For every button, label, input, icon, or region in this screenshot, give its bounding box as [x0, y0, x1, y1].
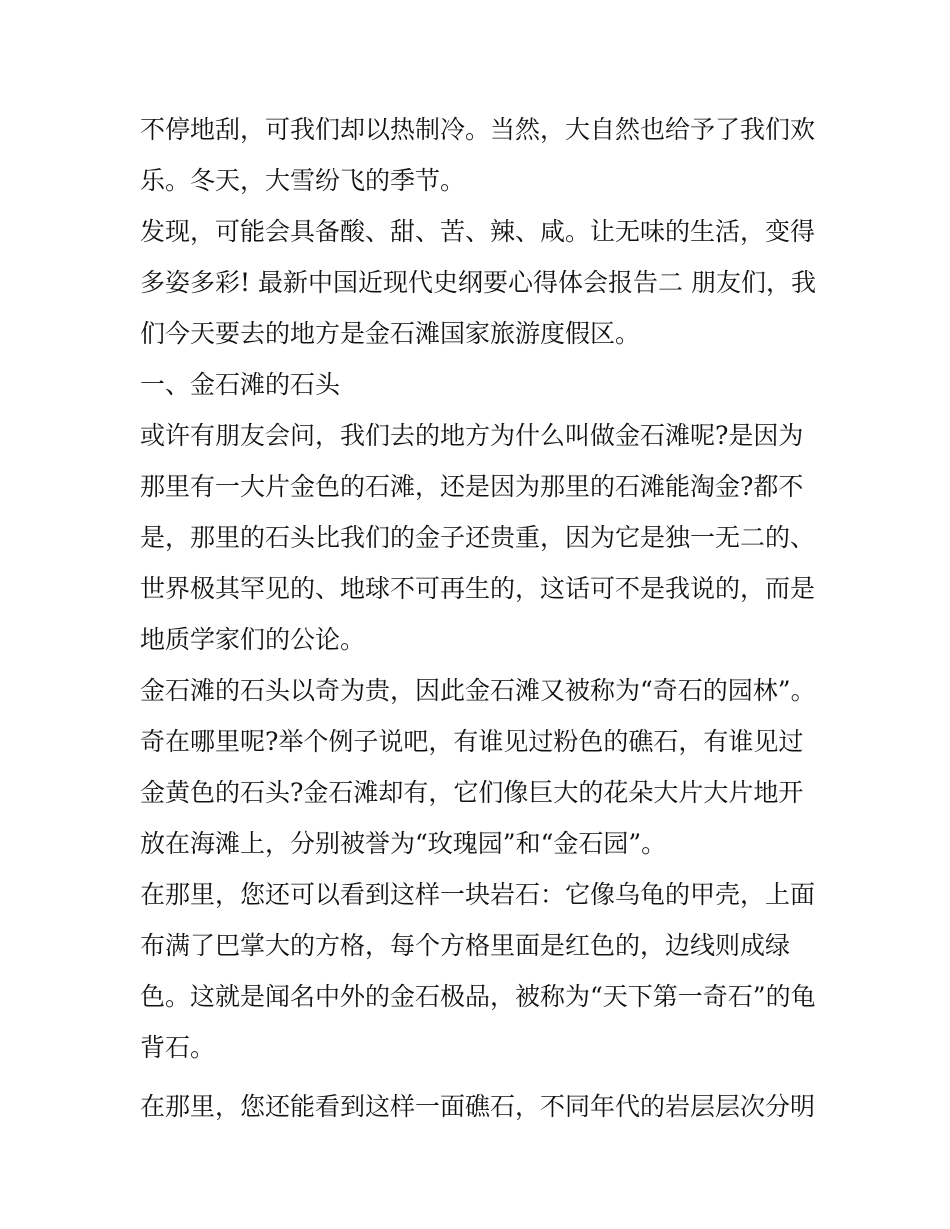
paragraph-6: 在那里，您还能看到这样一面礁石，不同年代的岩层层次分明: [140, 1092, 816, 1121]
paragraph-2: 发现，可能会具备酸、甜、苦、辣、咸。让无味的生活，变得多姿多彩! 最新中国近现代史纲要心得体会报告二 朋友们，我们今天要去的地方是金石滩国家旅游度假区。: [140, 217, 816, 348]
paragraph-gap: [140, 1073, 816, 1081]
section-heading: 一、金石滩的石头: [140, 370, 341, 399]
paragraph-5: 在那里，您还可以看到这样一块岩石：它像乌龟的甲壳，上面布满了巴掌大的方格，每个方格里面是红色的，边线则成绿色。这就是闻名中外的金石极品，被称为“天下第一奇石”的龟背石。: [140, 880, 816, 1062]
paragraph-3: 或许有朋友会问，我们去的地方为什么叫做金石滩呢?是因为那里有一大片金色的石滩，还是因为那里的石滩能淘金?都不是，那里的石头比我们的金子还贵重，因为它是独一无二的、世界极其罕见的、地球不可再生的，这话可不是我说的，而是地质学家们的公论。: [140, 421, 816, 654]
paragraph-4: 金石滩的石头以奇为贵，因此金石滩又被称为“奇石的园林”。奇在哪里呢?举个例子说吧，有谁见过粉色的礁石，有谁见过金黄色的石头?金石滩却有，它们像巨大的花朵大片大片地开放在海滩上，分别被誉为“玫瑰园”和“金石园”。: [140, 676, 816, 858]
document-body: [140, 104, 816, 1132]
paragraph-1: 不停地刮，可我们却以热制冷。当然，大自然也给予了我们欢乐。冬天，大雪纷飞的季节。: [140, 115, 816, 195]
